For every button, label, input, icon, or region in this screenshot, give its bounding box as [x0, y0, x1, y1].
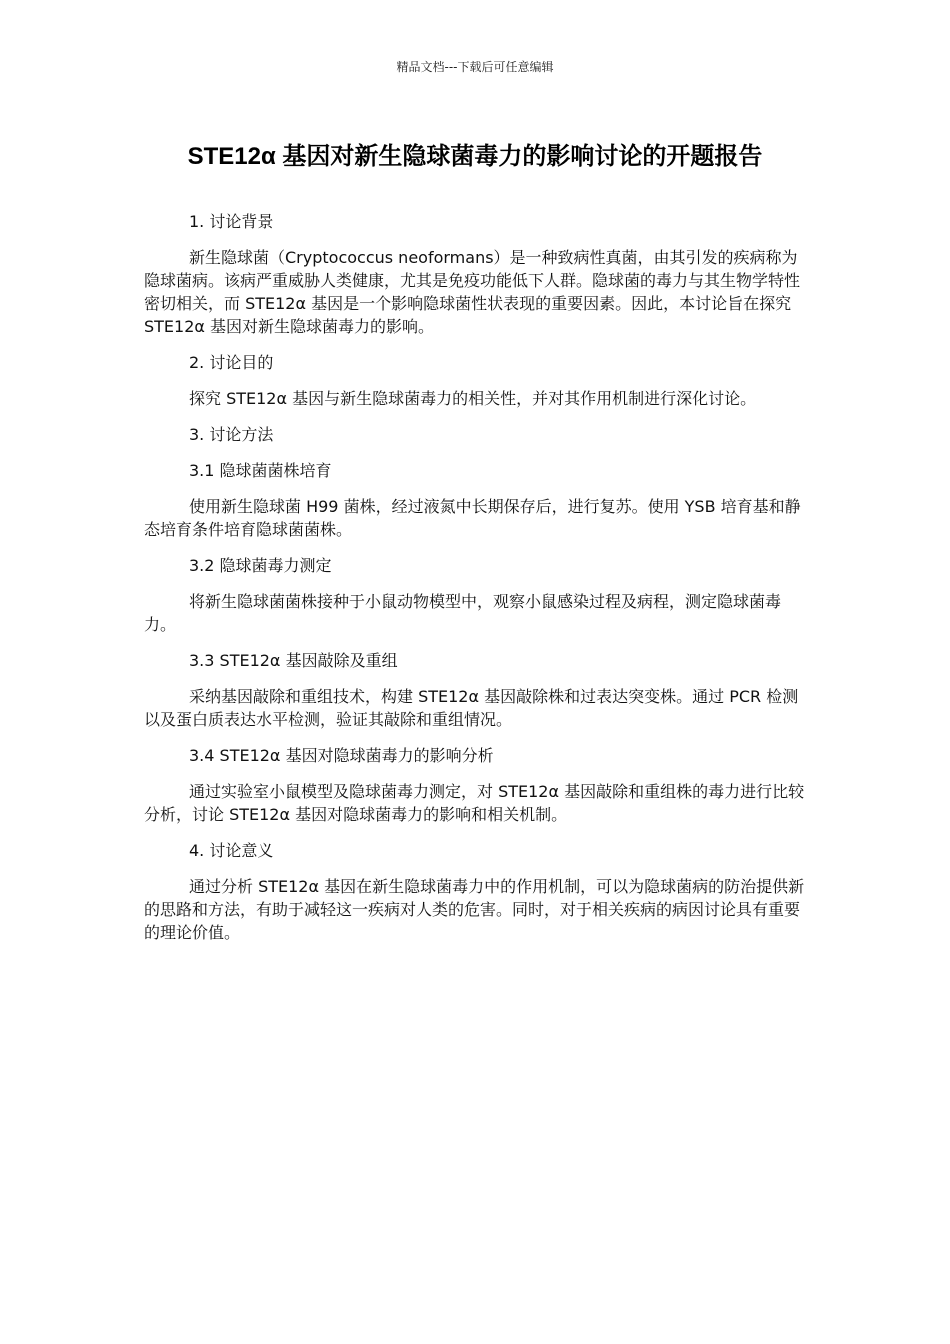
subsection-heading-3-4: 3.4 STE12α 基因对隐球菌毒力的影响分析 [189, 746, 494, 765]
paragraph-3-3: 采纳基因敲除和重组技术，构建 STE12α 基因敲除株和过表达突变株。通过 PCR 检测以及蛋白质表达水平检测，验证其敲除和重组情况。 [144, 687, 799, 729]
section-heading-purpose: 2. 讨论目的 [189, 353, 274, 372]
paragraph-significance: 通过分析 STE12α 基因在新生隐球菌毒力中的作用机制，可以为隐球菌病的防治提供新的思路和方法，有助于减轻这一疾病对人类的危害。同时，对于相关疾病的病因讨论具有重要的理论价值。 [144, 877, 805, 942]
document-body [144, 210, 808, 957]
section-heading-significance: 4. 讨论意义 [189, 841, 274, 860]
paragraph-3-1: 使用新生隐球菌 H99 菌株，经过液氮中长期保存后，进行复苏。使用 YSB 培育基和静态培育条件培育隐球菌菌株。 [144, 497, 801, 539]
paragraph-3-4: 通过实验室小鼠模型及隐球菌毒力测定，对 STE12α 基因敲除和重组株的毒力进行比较分析，讨论 STE12α 基因对隐球菌毒力的影响和相关机制。 [144, 782, 805, 824]
document-title: STE12α 基因对新生隐球菌毒力的影响讨论的开题报告 [187, 143, 763, 170]
section-heading-background: 1. 讨论背景 [189, 212, 274, 231]
subsection-heading-3-1: 3.1 隐球菌菌株培育 [189, 461, 332, 480]
section-heading-methods: 3. 讨论方法 [189, 425, 274, 444]
paragraph-3-2: 将新生隐球菌菌株接种于小鼠动物模型中，观察小鼠感染过程及病程，测定隐球菌毒力。 [144, 592, 782, 634]
subsection-heading-3-3: 3.3 STE12α 基因敲除及重组 [189, 651, 398, 670]
paragraph-purpose: 探究 STE12α 基因与新生隐球菌毒力的相关性，并对其作用机制进行深化讨论。 [189, 389, 757, 408]
subsection-heading-3-2: 3.2 隐球菌毒力测定 [189, 556, 332, 575]
page-header: 精品文档---下载后可任意编辑 [396, 60, 554, 74]
paragraph-background: 新生隐球菌（Cryptococcus neoformans）是一种致病性真菌，由其引发的疾病称为隐球菌病。该病严重威胁人类健康，尤其是免疫功能低下人群。隐球菌的毒力与其生物学特性密切相关，而 STE12α 基因是一个影响隐球菌性状表现的重要因素。因此，本讨论旨在探究 STE12α 基因对新生隐球菌毒力的影响。 [144, 248, 801, 336]
